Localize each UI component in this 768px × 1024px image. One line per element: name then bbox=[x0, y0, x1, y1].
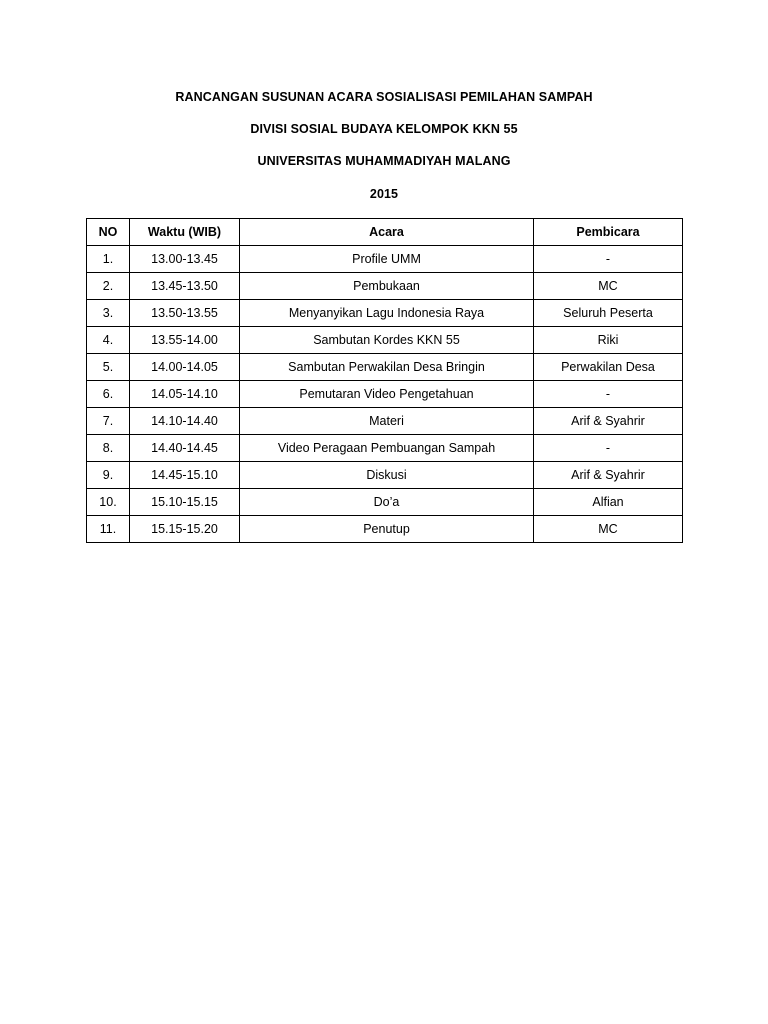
cell-event: Do’a bbox=[240, 489, 534, 516]
cell-event: Menyanyikan Lagu Indonesia Raya bbox=[240, 300, 534, 327]
cell-speaker: Perwakilan Desa bbox=[534, 354, 683, 381]
cell-time: 14.00-14.05 bbox=[130, 354, 240, 381]
table-row bbox=[87, 273, 683, 300]
table-header-row bbox=[87, 219, 683, 246]
table-row bbox=[87, 381, 683, 408]
cell-time: 13.00-13.45 bbox=[130, 246, 240, 273]
cell-event: Penutup bbox=[240, 516, 534, 543]
cell-no: 10. bbox=[87, 489, 130, 516]
cell-time: 13.45-13.50 bbox=[130, 273, 240, 300]
cell-time: 13.50-13.55 bbox=[130, 300, 240, 327]
header-event: Acara bbox=[240, 219, 534, 246]
cell-speaker: Alfian bbox=[534, 489, 683, 516]
table-row bbox=[87, 246, 683, 273]
cell-time: 15.15-15.20 bbox=[130, 516, 240, 543]
cell-time: 14.10-14.40 bbox=[130, 408, 240, 435]
table-row bbox=[87, 300, 683, 327]
cell-event: Sambutan Kordes KKN 55 bbox=[240, 327, 534, 354]
cell-no: 7. bbox=[87, 408, 130, 435]
cell-time: 13.55-14.00 bbox=[130, 327, 240, 354]
cell-event: Diskusi bbox=[240, 462, 534, 489]
cell-speaker: Arif & Syahrir bbox=[534, 408, 683, 435]
table-row bbox=[87, 489, 683, 516]
table-row bbox=[87, 435, 683, 462]
cell-speaker: Arif & Syahrir bbox=[534, 462, 683, 489]
cell-time: 14.05-14.10 bbox=[130, 381, 240, 408]
header-time: Waktu (WIB) bbox=[130, 219, 240, 246]
schedule-table bbox=[86, 218, 683, 543]
table-row bbox=[87, 354, 683, 381]
cell-speaker: - bbox=[534, 381, 683, 408]
document-subtitle-division: DIVISI SOSIAL BUDAYA KELOMPOK KKN 55 bbox=[250, 122, 518, 136]
cell-no: 4. bbox=[87, 327, 130, 354]
cell-speaker: Seluruh Peserta bbox=[534, 300, 683, 327]
cell-speaker: MC bbox=[534, 273, 683, 300]
cell-time: 15.10-15.15 bbox=[130, 489, 240, 516]
table-row bbox=[87, 408, 683, 435]
document-subtitle-university: UNIVERSITAS MUHAMMADIYAH MALANG bbox=[257, 154, 511, 168]
cell-no: 6. bbox=[87, 381, 130, 408]
document-title: RANCANGAN SUSUNAN ACARA SOSIALISASI PEMILAHAN SAMPAH bbox=[175, 90, 593, 104]
cell-no: 1. bbox=[87, 246, 130, 273]
table-row bbox=[87, 462, 683, 489]
cell-no: 2. bbox=[87, 273, 130, 300]
cell-event: Video Peragaan Pembuangan Sampah bbox=[240, 435, 534, 462]
cell-no: 9. bbox=[87, 462, 130, 489]
cell-event: Pembukaan bbox=[240, 273, 534, 300]
cell-speaker: Riki bbox=[534, 327, 683, 354]
cell-no: 3. bbox=[87, 300, 130, 327]
cell-event: Pemutaran Video Pengetahuan bbox=[240, 381, 534, 408]
cell-event: Sambutan Perwakilan Desa Bringin bbox=[240, 354, 534, 381]
document-year: 2015 bbox=[369, 187, 399, 201]
cell-speaker: - bbox=[534, 435, 683, 462]
cell-speaker: MC bbox=[534, 516, 683, 543]
cell-event: Profile UMM bbox=[240, 246, 534, 273]
cell-no: 8. bbox=[87, 435, 130, 462]
cell-speaker: - bbox=[534, 246, 683, 273]
header-no: NO bbox=[87, 219, 130, 246]
cell-no: 5. bbox=[87, 354, 130, 381]
header-speaker: Pembicara bbox=[534, 219, 683, 246]
cell-no: 11. bbox=[87, 516, 130, 543]
cell-event: Materi bbox=[240, 408, 534, 435]
cell-time: 14.45-15.10 bbox=[130, 462, 240, 489]
table-row bbox=[87, 516, 683, 543]
cell-time: 14.40-14.45 bbox=[130, 435, 240, 462]
table-row bbox=[87, 327, 683, 354]
